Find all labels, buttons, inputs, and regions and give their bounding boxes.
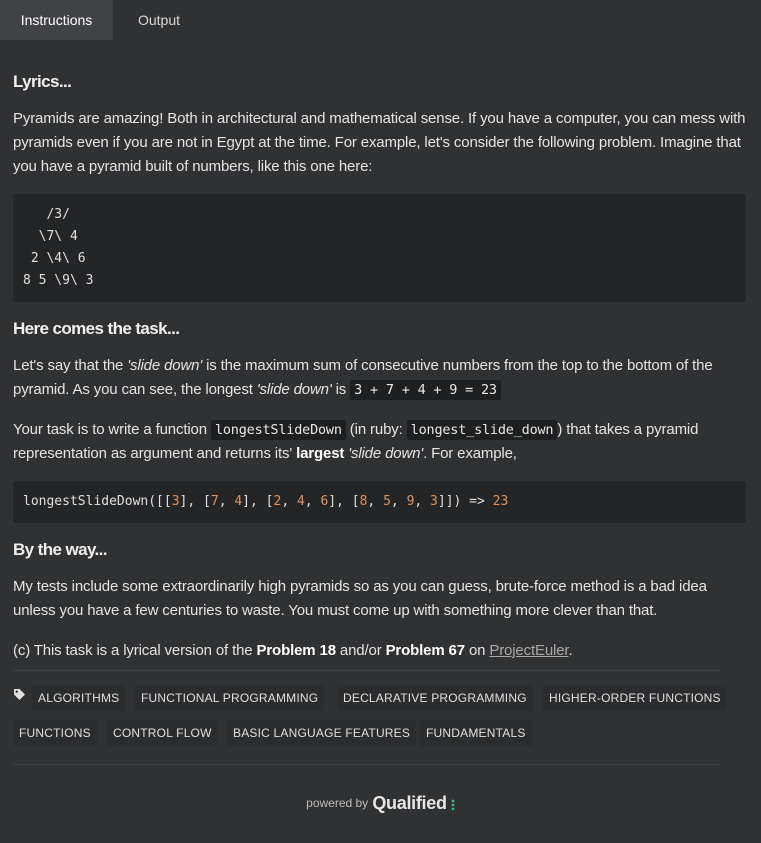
slide-down-term: 'slide down': [256, 381, 332, 398]
slide-down-term: 'slide down': [127, 357, 203, 374]
text-run: on: [464, 642, 490, 659]
pyramid-line: /3/: [23, 207, 70, 222]
code-punct: ,: [304, 494, 321, 509]
code-number: 4: [296, 494, 305, 509]
problem-67: Problem 67: [385, 642, 465, 659]
pyramid-lines: [23, 204, 93, 292]
tag-algorithms[interactable]: ALGORITHMS: [32, 685, 125, 711]
example-code-block: [13, 481, 746, 523]
problem-18: Problem 18: [256, 642, 336, 659]
footer: [0, 791, 761, 815]
text-run: is the maximum sum of consecutive numbers from the top to the bottom of the pyramid. As you can see, the longest: [13, 357, 713, 398]
text-run: Let's say that the: [13, 357, 128, 374]
task-paragraph-2: [13, 418, 746, 466]
pyramid-code-block: [13, 194, 746, 302]
code-punct: ,: [367, 494, 384, 509]
code-number: 4: [234, 494, 243, 509]
tag-icon: [13, 685, 26, 709]
code-number: 9: [406, 494, 415, 509]
tag-higher-order-functions[interactable]: HIGHER-ORDER FUNCTIONS: [543, 685, 727, 711]
largest-term: largest: [296, 445, 345, 462]
credit-paragraph: [13, 639, 746, 663]
tag-functional-programming[interactable]: FUNCTIONAL PROGRAMMING: [135, 685, 324, 711]
text-run: is: [331, 381, 351, 398]
code-punct: ]]) =>: [437, 494, 493, 509]
tag-functions[interactable]: FUNCTIONS: [13, 720, 97, 746]
example-code: [23, 491, 508, 513]
pyramid-line: \7\ 4: [23, 229, 78, 244]
sum-code: 3 + 7 + 4 + 9 = 23: [350, 380, 501, 400]
pyramid-line: 8 5 \9\ 3: [23, 273, 94, 288]
code-number: 3: [430, 494, 438, 509]
code-function: longestSlideDown: [23, 494, 149, 509]
tab-output[interactable]: Output: [137, 12, 181, 28]
code-punct: ([[: [148, 494, 172, 509]
slide-down-term: 'slide down': [344, 445, 424, 462]
text-run: . For example,: [423, 445, 517, 462]
code-number: 5: [383, 494, 391, 509]
tab-instructions[interactable]: Instructions: [0, 0, 113, 40]
text-run: .: [568, 642, 573, 659]
lyrics-heading: Lyrics...: [13, 72, 72, 91]
code-punct: ], [: [328, 494, 360, 509]
tags-divider-bottom: [13, 764, 721, 765]
byway-heading: By the way...: [13, 540, 107, 559]
code-number: 2: [273, 494, 282, 509]
text-run: Your task is to write a function: [13, 421, 211, 438]
tag-declarative-programming[interactable]: DECLARATIVE PROGRAMMING: [337, 685, 533, 711]
tab-bar: [0, 0, 761, 40]
tag-basic-language-features[interactable]: BASIC LANGUAGE FEATURES: [227, 720, 416, 746]
task-paragraph-1: [13, 354, 746, 402]
code-number: 6: [320, 494, 329, 509]
code-punct: ], [: [179, 494, 211, 509]
code-number: 7: [210, 494, 219, 509]
function-name-code: longestSlideDown: [211, 420, 346, 440]
tag-fundamentals[interactable]: FUNDAMENTALS: [420, 720, 532, 746]
text-run: (in ruby:: [345, 421, 407, 438]
code-punct: ,: [414, 494, 431, 509]
code-punct: ,: [390, 494, 407, 509]
qualified-dots-icon: [451, 796, 455, 810]
code-number: 3: [171, 494, 180, 509]
code-punct: ], [: [242, 494, 274, 509]
text-run: and/or: [335, 642, 386, 659]
tag-control-flow[interactable]: CONTROL FLOW: [107, 720, 218, 746]
ruby-function-name-code: longest_slide_down: [407, 420, 558, 440]
powered-by-text: powered by: [306, 796, 369, 811]
byway-paragraph: My tests include some extraordinarily high pyramids so as you can guess, brute-force method is a bad idea unless you have a few centuries to waste. You must come up with something more clever than that.: [13, 578, 707, 619]
code-punct: ,: [218, 494, 235, 509]
code-punct: ,: [281, 494, 297, 509]
text-run: (c) This task is a lyrical version of the: [13, 642, 257, 659]
projecteuler-link[interactable]: ProjectEuler: [489, 642, 569, 659]
code-number: 8: [359, 494, 368, 509]
code-number: 23: [492, 494, 509, 509]
tags-divider-top: [13, 670, 721, 671]
pyramid-line: 2 \4\ 6: [23, 251, 86, 266]
task-heading: Here comes the task...: [13, 319, 180, 338]
intro-paragraph: Pyramids are amazing! Both in architectural and mathematical sense. If you have a computer, you can mess with pyramids even if you are not in Egypt at the time. For example, let's consider the following problem. Imagine that you have a pyramid built of numbers, like this one here:: [13, 110, 746, 175]
text-run: ) that takes a pyramid representation as argument and returns its': [13, 421, 699, 462]
qualified-logo[interactable]: Qualified: [372, 793, 447, 814]
